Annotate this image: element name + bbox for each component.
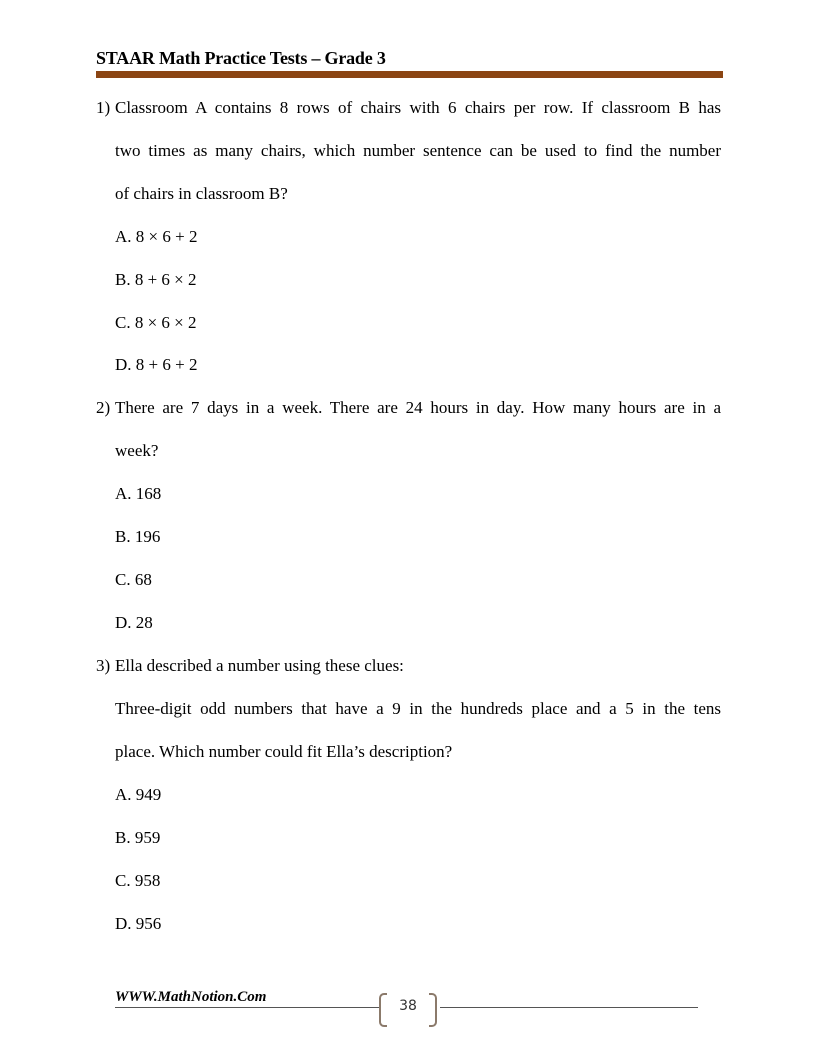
page-number: 38 — [399, 998, 417, 1014]
answer-option-d: D. 8 + 6 + 2 — [115, 355, 198, 374]
question-number: 2) — [96, 398, 111, 417]
question-number: 3) — [96, 656, 111, 675]
question-text-line: of chairs in classroom B? — [115, 184, 288, 203]
left-bracket-icon — [379, 993, 387, 1027]
answer-option-a: A. 8 × 6 + 2 — [115, 227, 198, 246]
footer-rule-right — [440, 1007, 698, 1008]
question-text-line: two times as many chairs, which number sentence can be used to find the number — [115, 141, 721, 160]
question-text-line: Three-digit odd numbers that have a 9 in the hundreds place and a 5 in the tens — [115, 699, 721, 718]
answer-option-c: C. 8 × 6 × 2 — [115, 313, 197, 332]
answer-option-b: B. 959 — [115, 828, 161, 847]
footer-rule-left — [115, 1007, 380, 1008]
answer-option-d: D. 28 — [115, 613, 153, 632]
header-rule — [96, 71, 723, 78]
answer-option-d: D. 956 — [115, 914, 162, 933]
question-number: 1) — [96, 98, 111, 117]
answer-option-c: C. 958 — [115, 871, 161, 890]
right-bracket-icon — [429, 993, 437, 1027]
answer-option-a: A. 949 — [115, 785, 162, 804]
answer-option-c: C. 68 — [115, 570, 152, 589]
answer-option-a: A. 168 — [115, 484, 162, 503]
question-text-line: Ella described a number using these clues: — [115, 656, 404, 675]
footer-website: WWW.MathNotion.Com — [115, 989, 267, 1005]
answer-option-b: B. 8 + 6 × 2 — [115, 270, 197, 289]
question-text-line: place. Which number could fit Ella’s description? — [115, 742, 453, 761]
answer-option-b: B. 196 — [115, 527, 161, 546]
question-text-line: There are 7 days in a week. There are 24 hours in day. How many hours are in a — [115, 398, 721, 417]
page-title: STAAR Math Practice Tests – Grade 3 — [96, 48, 386, 68]
question-text-line: Classroom A contains 8 rows of chairs with 6 chairs per row. If classroom B has — [115, 98, 721, 117]
question-text-line: week? — [115, 441, 159, 460]
